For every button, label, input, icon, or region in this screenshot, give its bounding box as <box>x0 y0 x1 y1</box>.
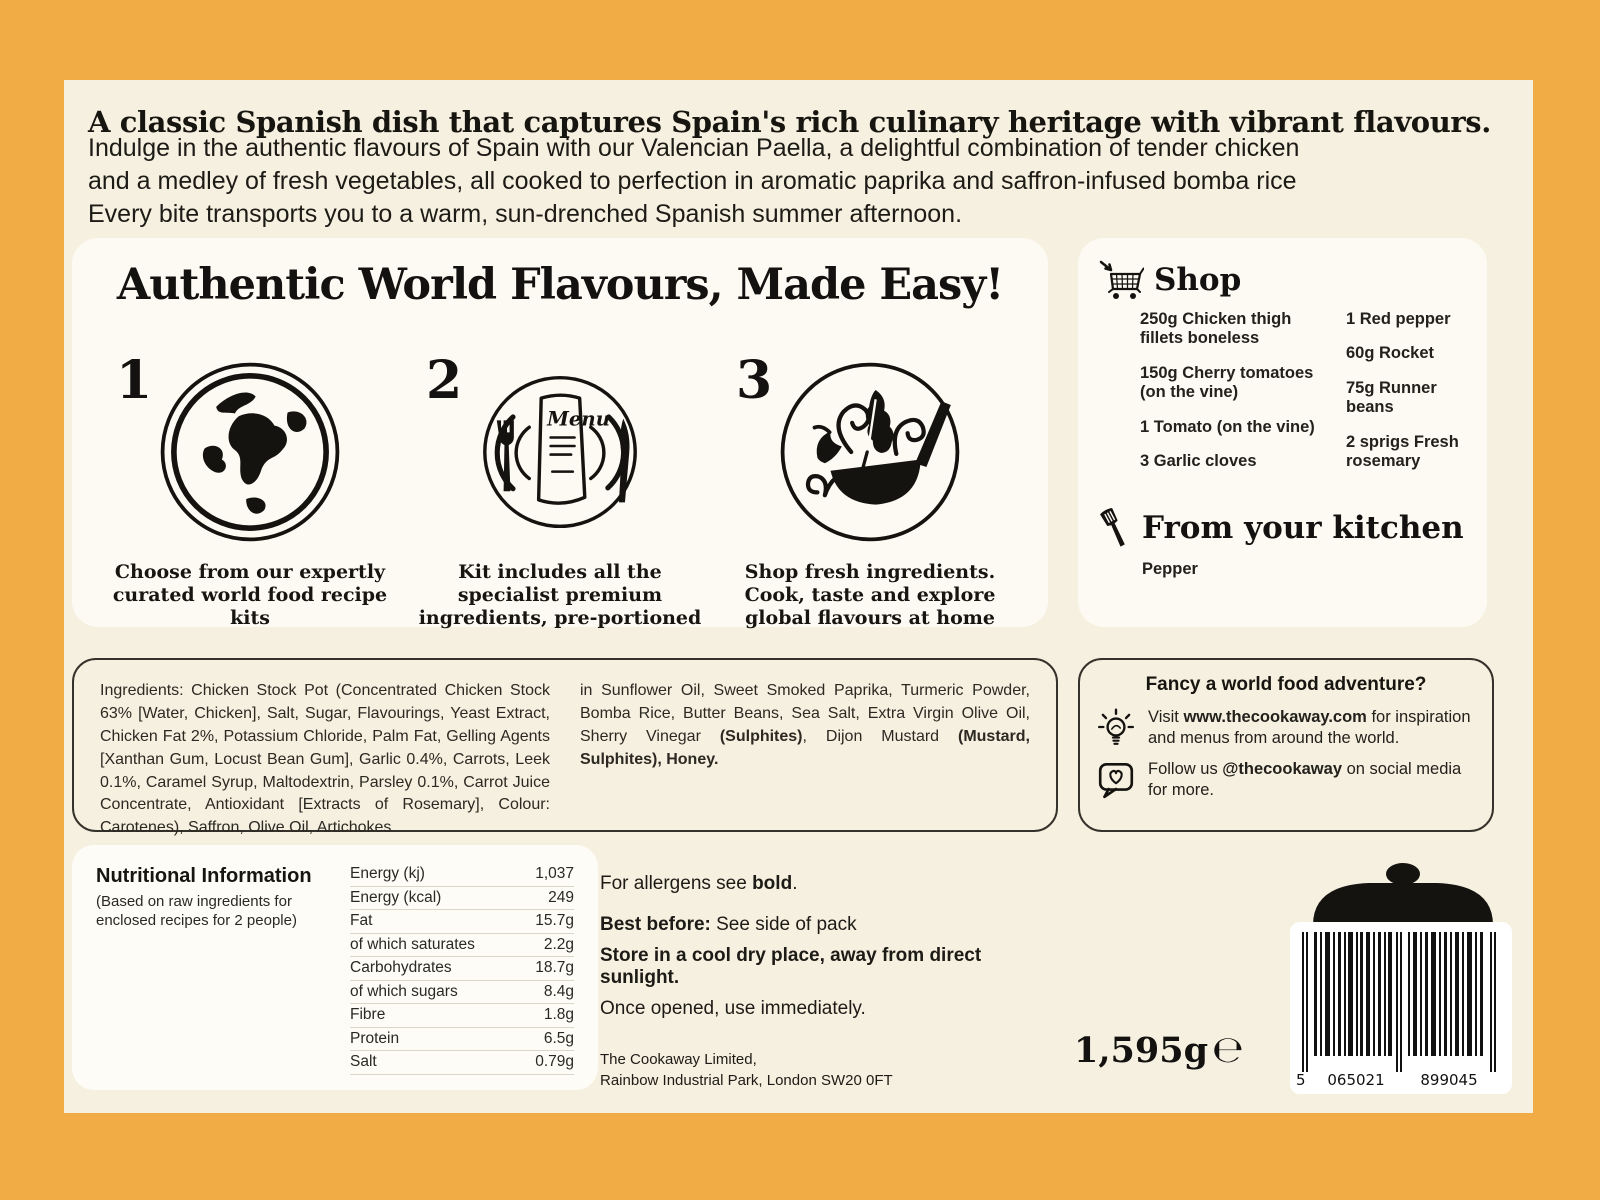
social-handle: @thecookaway <box>1222 760 1342 779</box>
barcode <box>1290 922 1512 1094</box>
barcode-digits: 5 <box>1296 1071 1306 1089</box>
barcode-bars <box>1290 922 1512 1094</box>
barcode-assembly <box>1290 861 1516 1089</box>
shop-items-right <box>1346 310 1476 487</box>
step-3-number: 3 <box>736 349 773 411</box>
shop-item: 75g Runner beans <box>1346 378 1437 417</box>
menu-plate-icon <box>466 358 654 546</box>
label-content-area <box>64 80 1533 1113</box>
shop-item: 1 Tomato (on the vine) <box>1140 417 1315 436</box>
step-3-caption: Shop fresh ingredients. Cook, taste and explore global flavours at home <box>744 560 996 630</box>
kitchen-section-header <box>1098 506 1464 550</box>
shop-section-header <box>1096 258 1241 302</box>
step-1 <box>100 349 400 631</box>
world-food-adventure-box <box>1078 658 1494 832</box>
estimated-sign: ℮ <box>1212 1028 1244 1071</box>
allergen-bold-text: (Sulphites) <box>719 727 803 745</box>
nutrition-row: Energy (kcal) 249 <box>350 887 574 911</box>
barcode-digits: 899045 <box>1420 1071 1478 1089</box>
step-1-number: 1 <box>116 349 153 411</box>
globe-icon <box>156 358 344 546</box>
nutrition-card <box>72 845 598 1090</box>
shop-item: 150g Cherry tomatoes (on the vine) <box>1140 363 1314 402</box>
website-url: www.thecookaway.com <box>1183 708 1367 726</box>
social-media-row <box>1096 759 1476 800</box>
nutrition-row: of which saturates 2.2g <box>350 934 574 958</box>
shop-item: 2 sprigs Fresh rosemary <box>1346 432 1459 471</box>
kitchen-title: From your kitchen <box>1142 510 1464 546</box>
nutrition-header <box>96 865 338 1070</box>
product-description <box>88 132 1488 231</box>
nutrition-row: Energy (kj) 1,037 <box>350 863 574 887</box>
storage-line: Store in a cool dry place, away from direct sunlight. <box>600 945 982 988</box>
social-media-text: Follow us @thecookaway on social media for more. <box>1148 760 1462 799</box>
net-weight-value: 1,595g <box>1074 1030 1209 1071</box>
visit-website-text: Visit www.thecookaway.com for inspiration and menus from around the world. <box>1148 708 1471 747</box>
spatula-icon <box>1098 506 1132 550</box>
ingredients-column-2 <box>580 680 1030 840</box>
description-line: and a medley of fresh vegetables, all cooked to perfection in aromatic paprika and saffron-infused bomba rice <box>88 167 1297 195</box>
ingredients-box <box>72 658 1058 837</box>
cooking-pan-icon <box>776 358 964 546</box>
shop-item: 60g Rocket <box>1346 344 1435 363</box>
pot-lid-icon <box>1307 861 1499 925</box>
storage-info <box>600 873 1040 1091</box>
step-2 <box>410 349 710 631</box>
shopping-cart-icon <box>1096 258 1144 302</box>
step-3 <box>720 349 1020 631</box>
nutrition-row: Salt 0.79g <box>350 1051 574 1075</box>
lightbulb-icon <box>1096 707 1136 747</box>
ingredients-text: in Sunflower Oil, Sweet Smoked Paprika, Turmeric Powder, Bomba Rice, Butter Beans, Sea Salt, Extra Virgin Olive Oil, Sherry Vinegar <box>580 682 1030 745</box>
steps-row <box>72 346 1048 631</box>
barcode-digits: 065021 <box>1327 1071 1385 1089</box>
description-line: Every bite transports you to a warm, sun-drenched Spanish summer afternoon. <box>88 200 963 228</box>
step-1-caption: Choose from our expertly curated world food recipe kits <box>112 560 388 630</box>
opened-line: Once opened, use immediately. <box>600 998 866 1019</box>
nutrition-subtitle: (Based on raw ingredients for enclosed recipes for 2 people) <box>96 893 297 929</box>
shop-items-left <box>1140 310 1332 487</box>
svg-text:Menu: Menu <box>547 407 610 431</box>
nutrition-title: Nutritional Information <box>96 865 312 887</box>
description-line: Indulge in the authentic flavours of Spain with our Valencian Paella, a delightful combination of tender chicken <box>88 134 1300 162</box>
nutrition-row: Carbohydrates 18.7g <box>350 957 574 981</box>
chat-heart-icon <box>1096 759 1136 799</box>
step-2-number: 2 <box>426 349 463 411</box>
net-weight <box>1074 1028 1244 1071</box>
allergens-note: For allergens see bold. <box>600 873 798 894</box>
shopping-list-card <box>1078 238 1487 627</box>
kitchen-item: Pepper <box>1142 560 1198 578</box>
how-it-works-title: Authentic World Flavours, Made Easy! <box>116 260 1004 310</box>
how-it-works-card <box>72 238 1048 630</box>
nutrition-row: of which sugars 8.4g <box>350 981 574 1005</box>
ingredients-text: , Dijon Mustard <box>802 727 958 745</box>
adventure-title: Fancy a world food adventure? <box>1145 674 1427 695</box>
shop-item: 1 Red pepper <box>1346 310 1451 328</box>
nutrition-row: Protein 6.5g <box>350 1028 574 1052</box>
company-address: The Cookaway Limited, Rainbow Industrial Park, London SW20 0FT <box>600 1051 893 1089</box>
shop-item: 250g Chicken thigh fillets boneless <box>1140 310 1292 348</box>
step-2-caption: Kit includes all the specialist premium ingredients, pre-portioned <box>418 560 702 630</box>
shop-title: Shop <box>1154 262 1242 298</box>
shop-item: 3 Garlic cloves <box>1140 452 1257 471</box>
best-before-line: Best before: See side of pack <box>600 914 857 935</box>
nutrition-row: Fat 15.7g <box>350 910 574 934</box>
visit-website-row <box>1096 707 1476 748</box>
ingredients-column-1: Ingredients: Chicken Stock Pot (Concentrated Chicken Stock 63% [Water, Chicken], Salt, Sugar, Flavourings, Yeast Extract, Chicken Fat 2%, Potassium Chloride, Palm Fat, Gelling Agents [Xanthan Gum, Locust Bean Gum], Garlic 0.4%, Carrots, Leek 0.1%, Caramel Syrup, Maltodextrin, Parsley 0.1%, Carrot Juice Concentrate, Antioxidant [Extracts of Rosemary], Colour: Carotenes), Saffron, Olive Oil, Artichokes <box>100 682 550 837</box>
page-title: A classic Spanish dish that captures Spain's rich culinary heritage with vibrant flavours. <box>88 105 1491 140</box>
allergen-bold-text: (Mustard, Sulphites), Honey. <box>580 727 1030 768</box>
nutrition-row: Fibre 1.8g <box>350 1004 574 1028</box>
nutrition-table <box>350 863 574 1070</box>
shop-items <box>1140 310 1476 487</box>
